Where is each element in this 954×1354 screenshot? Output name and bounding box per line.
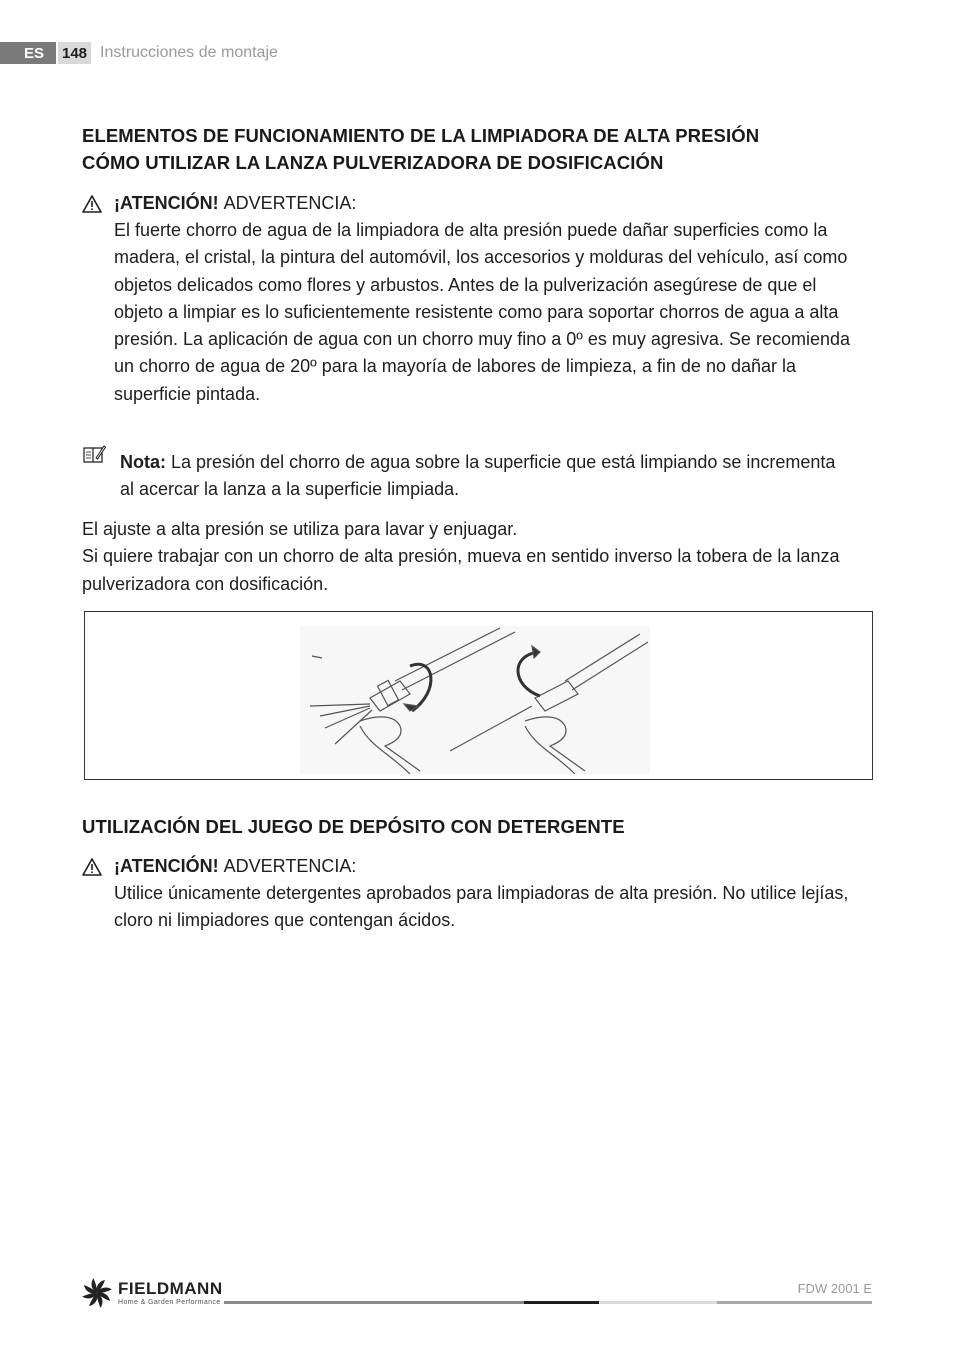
warning-triangle-icon (82, 195, 102, 213)
warning-word: ADVERTENCIA: (223, 856, 357, 876)
warning-line: un chorro de agua de 20º para la mayoría de labores de limpieza, a fin de no dañar la (114, 356, 797, 377)
section-heading-2: CÓMO UTILIZAR LA LANZA PULVERIZADORA DE DOSIFICACIÓN (82, 152, 664, 173)
warning-triangle-icon (82, 858, 102, 876)
note-label: Nota: (120, 452, 166, 472)
note-line: La presión del chorro de agua sobre la superficie que está limpiando se incrementa (166, 452, 836, 472)
warning-title (82, 190, 874, 217)
page-footer (82, 1275, 874, 1315)
warning-line: Utilice únicamente detergentes aprobados para limpiadoras de alta presión. No utilice lejías, (114, 883, 849, 903)
paragraph-line: El ajuste a alta presión se utiliza para lavar y enjuagar. (82, 519, 518, 539)
note-line: al acercar la lanza a la superficie limpiada. (120, 479, 460, 500)
warning-line: superficie pintada. (114, 383, 261, 404)
fan-logo-icon (82, 1278, 112, 1308)
warning-line: madera, el cristal, la pintura del automóvil, los accesorios y molduras del vehículo, así como (114, 247, 848, 268)
page-number: 148 (58, 42, 91, 64)
warning-line: objeto a limpiar es lo suficientemente resistente como para soportar chorros de agua a alta (114, 301, 839, 322)
warning-line: cloro ni limpiadores que contengan ácidos. (114, 910, 456, 931)
brand-name: FIELDMANN (118, 1279, 223, 1298)
footer-rule (717, 1301, 872, 1304)
brand-tagline: Home & Garden Performance (118, 1299, 221, 1306)
warning-text (114, 217, 874, 408)
language-tab: ES (0, 42, 56, 64)
warning-label: ¡ATENCIÓN! (114, 193, 219, 213)
warning-block-2 (82, 853, 874, 935)
high-pressure-paragraph (82, 516, 874, 598)
footer-rule (524, 1301, 599, 1304)
warning-line: El fuerte chorro de agua de la limpiadora de alta presión puede dañar superficies como la (114, 220, 828, 240)
lance-rotation-drawing (300, 626, 650, 774)
note-block (82, 449, 874, 504)
warning-line: objetos delicados como flores y arbustos. Antes de la pulverización asegúrese de que el (114, 274, 817, 295)
note-book-icon (82, 443, 106, 465)
lance-illustration (84, 611, 873, 780)
model-number: FDW 2001 E (797, 1281, 872, 1296)
warning-block-1 (82, 190, 874, 408)
warning-word: ADVERTENCIA: (223, 193, 357, 213)
footer-rule (599, 1301, 717, 1304)
section-detergent (82, 813, 874, 840)
paragraph-line: Si quiere trabajar con un chorro de alta presión, mueva en sentido inverso la tobera de la lanza (82, 546, 840, 567)
header-title: Instrucciones de montaje (100, 44, 278, 61)
warning-text (114, 880, 874, 935)
warning-line: presión. La aplicación de agua con un chorro muy fino a 0º es muy agresiva. Se recomienda (114, 329, 850, 350)
page-header (0, 42, 278, 64)
section-heading-3: UTILIZACIÓN DEL JUEGO DE DEPÓSITO CON DETERGENTE (82, 816, 625, 837)
paragraph-line: pulverizadora con dosificación. (82, 573, 329, 594)
section-operating-elements (82, 122, 874, 176)
brand-logo (82, 1278, 223, 1308)
footer-rule (224, 1301, 524, 1304)
section-heading-1: ELEMENTOS DE FUNCIONAMIENTO DE LA LIMPIADORA DE ALTA PRESIÓN (82, 125, 760, 146)
warning-label: ¡ATENCIÓN! (114, 856, 219, 876)
warning-title (82, 853, 874, 880)
